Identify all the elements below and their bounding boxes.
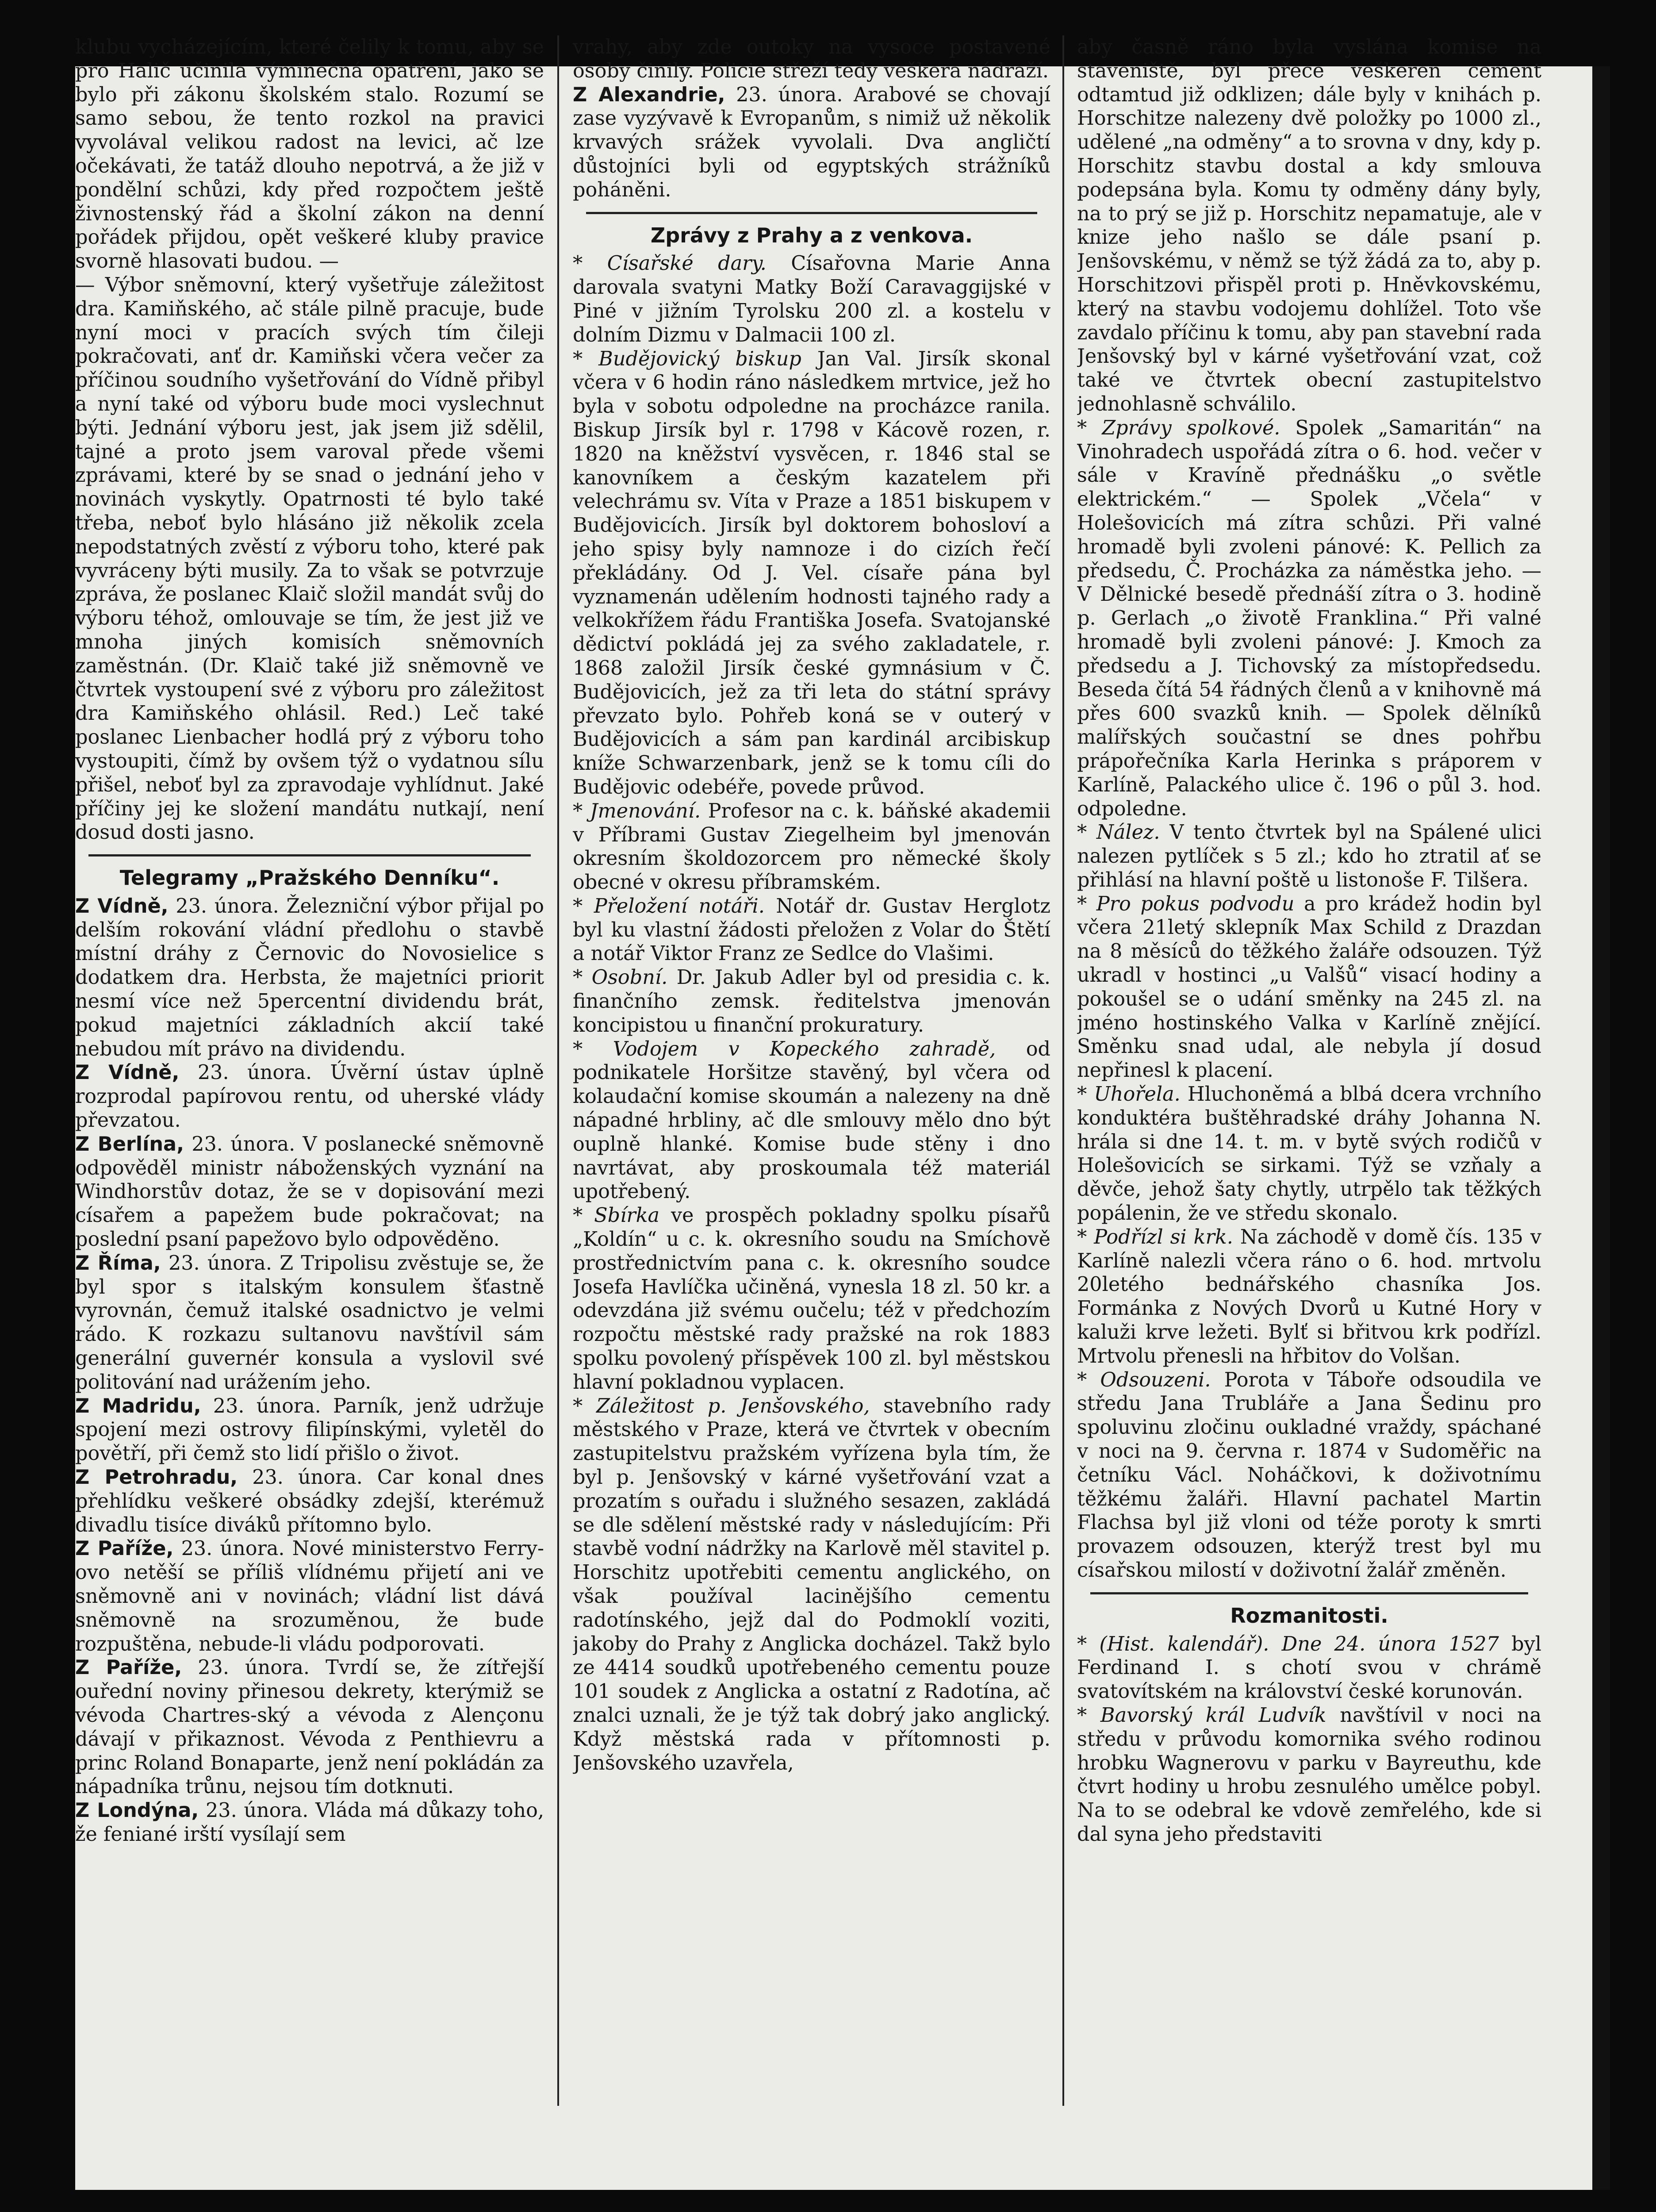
- paragraph: vrahy, aby zde outoky na vysoce postavené osoby činily. Policie střeží tedy veškera nádraží.: [573, 36, 1050, 82]
- item-text: od podnikatele Horšitze stavěný, byl včera od kolaudační komise skoumán a nalezeny na dně nápadné hrbliny, ač dle smlouvy mělo dno být ouplně hlanké. Komise bude stěny i dno navrtávat, aby proskoumala též materiál upotřebený.: [573, 1037, 1050, 1203]
- item-lead: * Bavorský král Ludvík: [1077, 1704, 1326, 1727]
- news-item: [1077, 416, 1541, 821]
- paragraph: aby časně ráno byla vyslána komise na staveniště, byl přece veškeren cement odtamtud již odklizen; dále byly v knihách p. Horschitze nalezeny dvě položky po 1000 zl., udělené „na odměny“ a to srovna v dny, kdy p. Horschitz stavbu dostal a kdy smlouva podepsána byla. Komu ty odměny dány byly, na to prý se již p. Horschitz nepamatuje, ale v knize jeho našlo se dále psaní p. Jenšovskému, v němž se týž žádá za to, aby p. Horschitzovi přispěl proti p. Hněvkovskému, který na stavbu vodojemu dohlížel. Toto vše zavdalo příčinu k tomu, aby pan stavební rada Jenšovský byl v kárné vyšetřování vzat, což také ve čtvrtek obecní zastupitelstvo jednohlasně schválilo.: [1077, 36, 1541, 415]
- news-item: [573, 895, 1050, 966]
- section-rule: [88, 854, 531, 856]
- column-1: [75, 35, 544, 2106]
- telegram-place: Z Berlína,: [75, 1133, 184, 1156]
- telegram-text: 23. února. Úvěrní ústav úplně rozprodal papírovou rentu, od uherské vlády převzatou.: [75, 1061, 544, 1132]
- telegram-heading: Telegramy „Pražského Denníku“.: [119, 866, 500, 890]
- news-item: [573, 1037, 1050, 1204]
- news-item: [1077, 1225, 1541, 1368]
- telegram-place: Z Paříže,: [75, 1656, 182, 1679]
- news-item: [1077, 1083, 1541, 1225]
- column-2: [573, 35, 1050, 2106]
- news-item: [573, 252, 1050, 347]
- telegram-place: Z Madridu,: [75, 1394, 201, 1417]
- news-item: [573, 1394, 1050, 1775]
- misc-heading: Rozmanitosti.: [1230, 1603, 1388, 1628]
- item-lead: * Zprávy spolkové.: [1077, 416, 1280, 439]
- item-lead: * Uhořela.: [1077, 1083, 1181, 1106]
- news-item: [573, 799, 1050, 895]
- telegram-place: Z Říma,: [75, 1252, 161, 1275]
- news-item: [573, 1204, 1050, 1394]
- item-text: Profesor na c. k. báňské akademii v Příbrami Gustav Ziegelheim byl jmenován okresním školdozorcem pro německé školy obecné v okresu příbramském.: [573, 799, 1050, 894]
- telegram-item: [75, 1656, 544, 1799]
- section-rule: [1090, 1592, 1528, 1594]
- item-text: Na záchodě v domě čís. 135 v Karlíně nalezli včera ráno o 6. hod. mrtvolu 20letého bednářského chasníka Jos. Formánka z Nových Dvorů u Kutné Hory v kaluži krve ležeti. Bylť si břitvou krk podřízl. Mrtvolu přenesli na hřbitov do Volšan.: [1077, 1225, 1541, 1367]
- telegram-item: [75, 1466, 544, 1537]
- telegram-text: 23. února. Car konal dnes přehlídku veškeré obsádky zdejší, kterémuž divadlu tisíce diváků přítomno bylo.: [75, 1466, 544, 1536]
- telegram-place: Z Paříže,: [75, 1537, 174, 1560]
- item-lead: * Odsouzeni.: [1077, 1368, 1211, 1391]
- item-text: Dr. Jakub Adler byl od presidia c. k. finančního zemsk. ředitelstva jmenován koncipistou u finanční prokuratury.: [573, 966, 1050, 1037]
- item-text: Porota v Táboře odsoudila ve středu Jana Trubláře a Jana Šedinu pro spoluvinu zločinu oukladné vraždy, spáchané v noci na 9. června r. 1874 v Sudoměřic na četníku Václ. Noháčkovi, k doživotnímu těžkému žaláři. Hlavní pachatel Martin Flachsa byl již vloni od téže poroty k smrti provazem odsouzen, kterýž trest byl mu císařskou milostí v doživotní žalář změněn.: [1077, 1368, 1541, 1582]
- item-text: navštívil v noci na středu v průvodu komornika svého rodinou hrobku Wagnerovu v parku v Bayreuthu, kde čtvrt hodiny u hrobu zesnulého umělce pobyl. Na to se odebral ke vdově zemřelého, kde si dal syna jeho představiti: [1077, 1704, 1541, 1846]
- news-item: [573, 347, 1050, 799]
- news-item: [1077, 1368, 1541, 1582]
- item-lead: * Osobní.: [573, 966, 668, 989]
- item-text: V tento čtvrtek byl na Spálené ulici nalezen pytlíček s 5 zl.; kdo ho ztratil ať se přihlásí na hlavní poště u listonoše F. Tilšera.: [1077, 821, 1541, 891]
- telegram-text: 23. února. Železniční výbor přijal po delším rokování vládní předlohu o stavbě místní dráhy z Černovic do Novosielice s dodatkem dra. Herbsta, že majetníci priorit nesmí více než 5percentní dividendu brát, pokud majetníci základních akcií také nebudou mít právo na dividendu.: [75, 895, 544, 1060]
- news-item: [1077, 821, 1541, 892]
- item-text: byl Ferdinand I. s chotí svou v chrámě svatovítském na království české korunován.: [1077, 1632, 1541, 1703]
- item-text: a pro krádež hodin byl včera 21letý sklepník Max Schild z Drazdan na 8 měsíců do těžkého žaláře odsouzen. Týž ukradl v hostinci „u Valšů“ visací hodiny a pokoušel se o udání směnky na 245 zl. na jméno hostinského Valka v Karlíně znějící. Směnku snad udal, ale nebyla jí dosud nepřinesl k placení.: [1077, 892, 1541, 1082]
- section-rule: [586, 212, 1037, 214]
- telegram-item: [75, 1252, 544, 1394]
- telegram-item: [75, 1537, 544, 1656]
- item-lead: * Podřízl si krk.: [1077, 1225, 1233, 1248]
- telegram-text: 23. února. Nové ministerstvo Ferry-ovo netěší se příliš vlídnému přijetí ani ve sněmovně ani v novinách; vládní list dává sněmovně na srozuměnou, že bude rozpuštěna, nebude-li vládu podporovati.: [75, 1537, 544, 1655]
- news-heading: Zprávy z Prahy a z venkova.: [650, 223, 973, 247]
- telegram-place: Z Londýna,: [75, 1799, 199, 1822]
- item-lead: * Záležitost p. Jenšovského,: [573, 1394, 870, 1417]
- misc-item: [1077, 1704, 1541, 1847]
- telegram-item: [75, 1133, 544, 1252]
- item-text: Císařovna Marie Anna darovala svatyni Matky Boží Caravaggijské v Piné v jižním Tyrolsku 200 zl. a kostelu v dolním Dizmu v Dalmacii 100 zl.: [573, 252, 1050, 346]
- item-text: Jan Val. Jirsík skonal včera v 6 hodin ráno následkem mrtvice, jež ho byla v sobotu odpoledne na procházce ranila. Biskup Jirsík byl r. 1798 v Kácově rozen, r. 1820 na kněžství vysvěcen, r. 1846 stal se kanovníkem a českým kazatelem při velechrámu sv. Víta v Praze a 1851 biskupem v Budějovicích. Jirsík byl doktorem bohosloví a jeho spisy byly namnoze i do cizích řečí překládány. Od J. Vel. císaře pána byl vyznamenán udělením hodnosti tajného rady a velkokřížem řádu Františka Josefa. Svatojanské dědictví pokládá jej za svého zakladatele, r. 1868 založil Jirsík české gymnásium v Č. Budějovicích, jež za tři leta do státní správy převzato bylo. Pohřeb koná se v outerý v Budějovicích a sám pan kardinál arcibiskup kníže Schwarzenbark, jenž se k tomu cíli do Budějovic odebéře, povede průvod.: [573, 347, 1050, 799]
- telegram-place: Z Vídně,: [75, 895, 169, 918]
- item-text: stavebního rady městského v Praze, která ve čtvrtek v obecním zastupitelstvu pražském vyřízena byla tím, že byl p. Jenšovský v kárné vyšetřování vzat a prozatím s ouřadu i služného sesazen, zakládá se dle sdělení městské rady v následujícím: Při stavbě vodní nádržky na Karlově měl stavitel p. Horschitz upotřebiti cementu anglického, on však používal lacinějšího cementu radotínského, jejž dal do Podmoklí voziti, jakoby do Prahy z Anglicka docházel. Takž bylo ze 4414 soudků upotřebeného cementu pouze 101 soudek z Anglicka a ostatní z Radotína, ač znalci uznali, že je týž tak dobrý jako anglický. Když městská rada v přítomnosti p. Jenšovského uzavřela,: [573, 1394, 1050, 1774]
- column-rule: [1062, 35, 1064, 2106]
- item-text: Hluchoněmá a blbá dcera vrchního konduktéra buštěhradské dráhy Johanna N. hrála si dne 14. t. m. v bytě svých rodičů v Holešovicích se sirkami. Týž se vzňaly a děvče, jehož šaty chytly, utrpělo tak těžkých popálenin, že ve středu skonalo.: [1077, 1083, 1541, 1225]
- column-3: [1077, 35, 1541, 2106]
- item-text: Notář dr. Gustav Herglotz byl ku vlastní žádosti přeložen z Volar do Štětí a notář Viktor Franz ze Sedlce do Vlašimi.: [573, 895, 1050, 965]
- news-item: [573, 966, 1050, 1037]
- item-lead: * Budějovický biskup: [573, 347, 801, 370]
- item-lead: * Nález.: [1077, 821, 1160, 844]
- telegram-text: 23. února. Arabové se chovají zase vyzývavě k Evropanům, s nimiž už několik krvavých srážek vyvolali. Dva angličtí důstojníci byli od egyptských strážníků poháněni.: [573, 83, 1050, 201]
- telegram-item: [75, 1061, 544, 1132]
- telegram-item: [573, 83, 1050, 202]
- telegram-item: [75, 1394, 544, 1466]
- item-lead: * (Hist. kalendář). Dne 24. února 1527: [1077, 1632, 1499, 1655]
- telegram-item: [75, 1799, 544, 1847]
- item-lead: * Sbírka: [573, 1204, 660, 1227]
- telegram-place: Z Vídně,: [75, 1061, 180, 1084]
- item-lead: * Vodojem v Kopeckého zahradě,: [573, 1037, 996, 1060]
- item-lead: * Přeložení notáři.: [573, 895, 765, 918]
- telegram-text: 23. února. Tvrdí se, že zítřejší ouřední noviny přinesou dekrety, kterýmiž se vévoda Chartres-ský a vévoda z Alençonu dávají v přikaznost. Vévoda z Penthievru a princ Roland Bonaparte, jenž není pokládán za nápadníka trůnu, nejsou tím dotknuti.: [75, 1656, 544, 1798]
- telegram-text: 23. února. V poslanecké sněmovně odpověděl ministr náboženských vyznání na Windhorstův dotaz, že se v dopisování mezi císařem a papežem bude pokračovat; na poslední psaní papežovo bylo odpověděno.: [75, 1133, 544, 1251]
- telegram-text: 23. února. Z Tripolisu zvěstuje se, že byl spor s italským konsulem šťastně vyrovnán, čemuž italské osadnictvo je velmi rádo. K rozkazu sultanovu navštívil sám generální guvernér konsula a vyslovil své politování nad urážením jeho.: [75, 1252, 544, 1394]
- telegram-item: [75, 895, 544, 1061]
- news-item: [1077, 892, 1541, 1083]
- telegram-place: Z Petrohradu,: [75, 1466, 238, 1489]
- item-lead: * Jmenování.: [573, 799, 701, 822]
- misc-item: [1077, 1632, 1541, 1704]
- column-rule: [557, 35, 559, 2106]
- telegram-text: 23. února. Parník, jenž udržuje spojení mezi ostrovy filipínskými, vyletěl do povětří, při čemž sto lidí přišlo o život.: [75, 1394, 544, 1465]
- telegram-place: Z Alexandrie,: [573, 83, 725, 106]
- item-text: Spolek „Samaritán“ na Vinohradech uspořádá zítra o 6. hod. večer v sále v Kravíně přednášku „o světle elektrickém.“ — Spolek „Včela“ v Holešovicích má zítra schůzi. Při valné hromadě byli zvoleni pánové: K. Pellich za předsedu, Č. Procházka za náměstka jeho. — V Dělnické besedě přednáší zítra o 3. hodině p. Gerlach „o životě Franklina.“ Při valné hromadě byli zvoleni pánové: J. Kmoch za předsedu a J. Tichovský za místopředsedu. Beseda čítá 54 řádných členů a v knihovně má přes 600 svazků knih. — Spolek dělníků malířských součastní se dnes pohřbu prápořečníka Karla Herinka s práporem v Karlíně, Palackého ulice č. 196 o půl 3. hod. odpoledne.: [1077, 416, 1541, 820]
- paragraph: klubu vycházejícím, které čelily k tomu, aby se pro Halič učinila výminečná opatření, jako se bylo při zákonu školském stalo. Rozumí se samo sebou, že tento rozkol na pravici vyvolával velikou radost na levici, ač lze očekávati, že tatáž dlouho nepotrvá, a že již v pondělní schůzi, kdy před rozpočtem ještě živnostenský řád a školní zákon na denní pořádek přijdou, opět veškeré kluby pravice svorně hlasovati budou. —: [75, 36, 544, 273]
- paragraph: — Výbor sněmovní, který vyšetřuje záležitost dra. Kamiňského, ač stále pilně pracuje, bude nyní moci v pracích svých tím čileji pokračovati, anť dr. Kamiňski včera večer za příčinou soudního vyšetřování do Vídně přibyl a nyní také od výboru bude moci vyslechnut býti. Jednání výboru jest, jak jsem již sdělil, tajné a proto jsem varoval přede všemi zprávami, které by se snad o jednání jeho v novinách vyskytly. Opatrnosti té bylo také třeba, neboť bylo hlásáno již několik zcela nepodstatných zvěstí z výboru toho, které pak vyvráceny býti musily. Za to však se potvrzuje zpráva, že poslanec Klaič složil mandát svůj do výboru téhož, omlouvaje se tím, že jest již ve mnoha jiných komisích sněmovních zaměstnán. (Dr. Klaič také již sněmovně ve čtvrtek vystoupení své z výboru pro záležitost dra Kamiňského ohlásil. Red.) Leč také poslanec Lienbacher hodlá prý z výboru toho vystoupiti, čímž by ovšem týž o vydatnou sílu přišel, neboť byl za zpravodaje vyhlídnut. Jaké příčiny jej ke složení mandátu nutkají, není dosud dosti jasno.: [75, 273, 544, 844]
- telegram-text: 23. února. Vláda má důkazy toho, že feniané irští vysílají sem: [75, 1799, 544, 1846]
- item-lead: * Císařské dary.: [573, 252, 767, 275]
- item-lead: * Pro pokus podvodu: [1077, 892, 1295, 915]
- newspaper-columns: [75, 35, 1614, 2106]
- item-text: ve prospěch pokladny spolku písařů „Koldín“ u c. k. okresního soudu na Smíchově prostřednictvím pana c. k. okresního soudce Josefa Havlíčka učiněná, vynesla 18 zl. 50 kr. a odevzdána již svému oučelu; též v předchozím rozpočtu městské rady pražské na rok 1883 spolku povolený příspěvek 100 zl. byl městskou hlavní pokladnou vyplacen.: [573, 1204, 1050, 1394]
